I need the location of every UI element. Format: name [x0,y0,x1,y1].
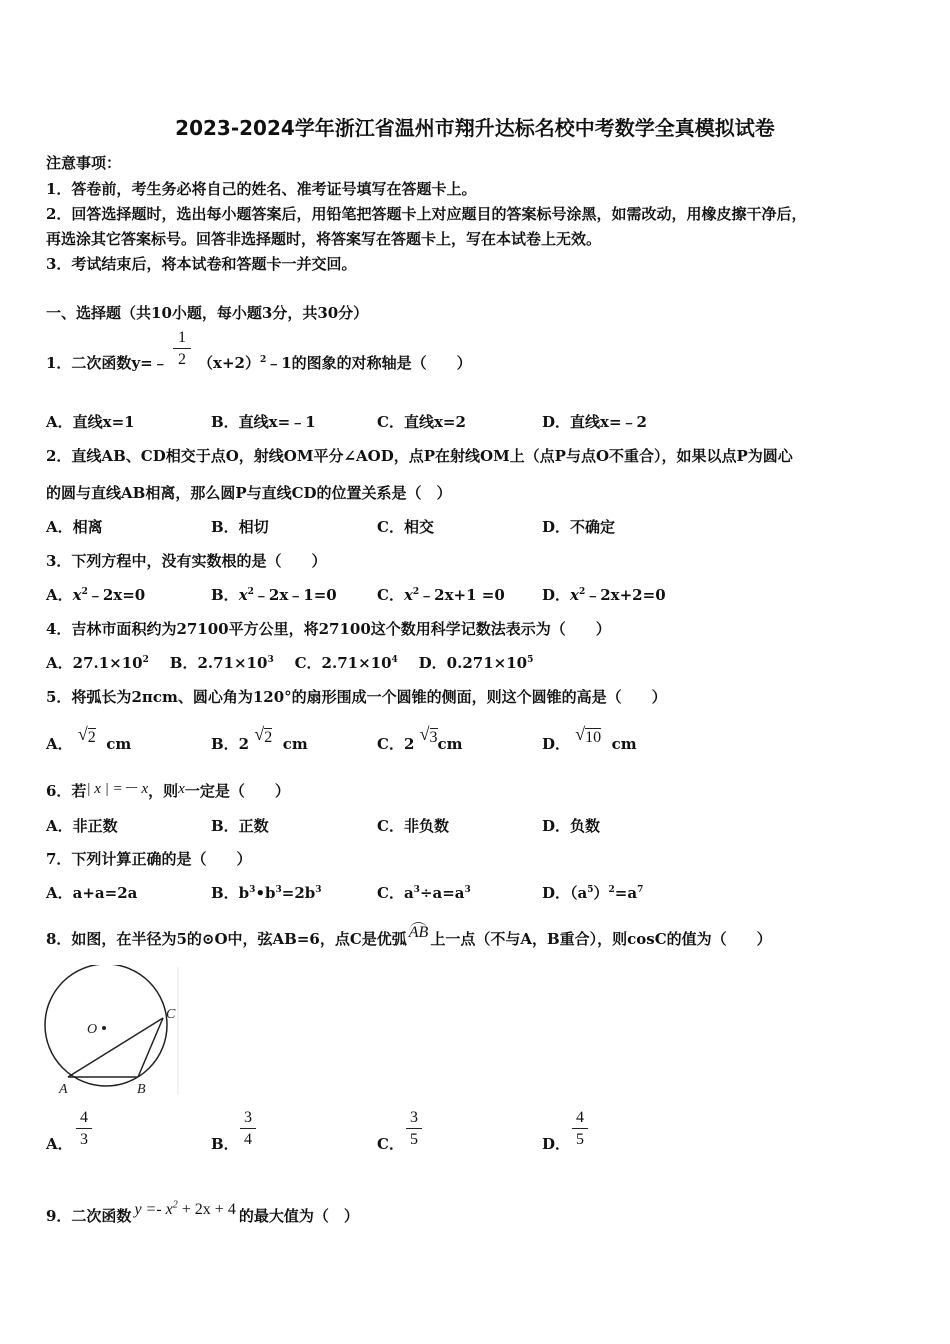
q1-option-a: A．直线x=1 [46,413,135,431]
q1-suffix-b: ﹣1的图象的对称轴是（ ） [266,354,472,372]
q9-pre: 9．二次函数 [46,1207,132,1225]
q6-stem [46,780,290,801]
q7-c-a: C．a [377,884,414,902]
q5-c-label: C．2 [377,735,415,753]
q3-a-sup: 2 [81,587,88,597]
q3-b-sup: 2 [247,587,254,597]
q3-c-label: C． [377,586,404,604]
q2-option-b: B．相切 [211,518,269,536]
q9-stem [46,1199,359,1226]
q6-option-c: C．非负数 [377,817,449,835]
q2-option-c: C．相交 [377,518,434,536]
q7-d-s3: 7 [637,885,644,895]
q3-d-rest: ﹣2x+2=0 [585,586,666,604]
q5-c-unit: cm [437,735,463,753]
q8-option-d-label: D． [542,1135,571,1153]
label-b: B [137,1082,146,1097]
q7-c-b: ÷a=a [419,884,465,902]
q6-post: 一定是（ ） [184,782,290,800]
q1-frac-den: 2 [178,351,186,368]
q4-option-d: D．0.271×10 [418,654,528,672]
q9-post: 的最大值为（ ） [238,1207,359,1225]
q5-b-radicand: 2 [264,729,273,746]
q3-a-var: x [72,586,82,604]
q7-option-b [211,882,322,903]
q3-b-rest: ﹣2x﹣1=0 [253,586,337,604]
q8-c-num: 3 [406,1108,422,1129]
q1-sup: 2 [259,355,267,365]
sqrt-icon: √ [254,724,265,744]
q8-option-a-frac [76,1108,92,1151]
q5-stem: 5．将弧长为2πcm、圆心角为120°的扇形围成一个圆锥的侧面，则这个圆锥的高是（ ） [46,688,667,706]
q4-option-b: B．2.71×10 [169,654,268,672]
q8-b-den: 4 [244,1131,252,1148]
q4-d-sup: 5 [527,655,534,665]
label-a: A [59,1082,68,1097]
q3-option-b [211,584,337,605]
q6-option-a: A．非正数 [46,817,118,835]
sqrt-icon: √ [77,724,88,744]
q5-option-c [377,724,463,754]
q1-option-d: D．直线x=﹣2 [542,413,647,431]
q6-option-b: B．正数 [211,817,269,835]
q7-b-s2: 3 [275,885,282,895]
chord-bc [138,1018,163,1077]
q2-line-2: 的圆与直线AB相离，那么圆P与直线CD的位置关系是（ ） [46,484,452,502]
q7-b-a: B．b [211,884,250,902]
q4-option-c: C．2.71×10 [294,654,392,672]
q6-mid: ，则 [148,782,179,800]
q4-stem: 4．吉林市面积约为27100平方公里，将27100这个数用科学记数法表示为（ ） [46,620,611,638]
q2-option-d: D．不确定 [542,518,616,536]
q8-option-a-label: A． [46,1135,73,1153]
q3-d-var: x [570,586,579,604]
q5-d-unit: cm [611,735,637,753]
q8-pre: 8．如图，在半径为5的⊙O中，弦AB=6，点C是优弧 [46,930,407,948]
label-o: O [87,1022,98,1037]
q5-b-unit: cm [282,735,308,753]
q3-d-label: D． [542,586,571,604]
q4-b-sup: 3 [267,655,274,665]
q3-b-label: B． [211,586,239,604]
q7-d-s2: 2 [608,885,615,895]
q8-option-c-frac [406,1108,422,1151]
q7-option-d [542,882,643,903]
q1-option-c: C．直线x=2 [377,413,466,431]
q7-option-c [377,882,471,903]
q7-option-a: A．a+a=2a [46,884,138,902]
q1-prefix: 1．二次函数y=﹣ [46,354,168,372]
q8-c-den: 5 [410,1131,418,1148]
q8-option-c-label: C． [377,1135,404,1153]
q6-abs-expr: | x | =－ x [86,781,149,797]
q8-option-b-label: B． [211,1135,239,1153]
q5-a-radicand: 2 [87,729,96,746]
q5-option-d [542,724,637,754]
q3-d-sup: 2 [578,587,586,597]
q7-d-b: ） [593,884,609,902]
sqrt-icon: √ [575,724,586,744]
q3-a-label: A． [46,586,73,604]
q4-options [46,652,533,673]
q6-option-d: D．负数 [542,817,601,835]
q8-d-den: 5 [576,1131,584,1148]
page-title: 2023-2024学年浙江省温州市翔升达标名校中考数学全真模拟试卷 [175,116,775,140]
notice-item-1: 1．答卷前，考生务必将自己的姓名、准考证号填写在答题卡上。 [46,180,477,198]
q8-b-num: 3 [240,1108,256,1129]
q6-pre: 6．若 [46,782,87,800]
q7-d-s1: 5 [587,885,594,895]
q8-d-num: 4 [572,1108,588,1129]
q1-option-b: B．直线x=﹣1 [211,413,316,431]
q9-expr-b: + 2x + 4 [177,1201,236,1218]
q3-option-d [542,584,666,605]
q1-fraction [173,328,191,371]
q3-stem: 3．下列方程中，没有实数根的是（ ） [46,552,327,570]
q3-b-var: x [238,586,248,604]
q7-b-c: =2b [281,884,316,902]
circle-o [45,965,167,1086]
q1-suffix-a: （x+2） [198,354,260,372]
q3-c-sup: 2 [412,587,420,597]
q3-a-rest: ﹣2x=0 [87,586,146,604]
q8-a-den: 3 [80,1131,88,1148]
q8-arc-ab: AB [408,924,429,941]
q7-b-b: •b [255,884,276,902]
q8-stem [46,924,772,949]
q4-a-sup: 2 [142,655,149,665]
q4-c-sup: 4 [391,655,398,665]
notice-heading: 注意事项： [46,154,122,172]
q9-expr-a: y =- x [134,1201,173,1218]
q6-var: x [178,781,185,797]
q8-circle-figure [40,965,182,1097]
q5-a-unit: cm [106,735,132,753]
q5-c-radicand: 3 [429,729,438,746]
q8-a-num: 4 [76,1108,92,1129]
notice-item-2a: 2．回答选择题时，选出每小题答案后，用铅笔把答题卡上对应题目的答案标号涂黑，如需改动，用橡皮擦干净后， [46,205,807,223]
q7-b-s3: 3 [315,885,322,895]
center-point [102,1026,106,1030]
section-heading: 一、选择题（共10小题，每小题3分，共30分） [46,304,369,322]
q7-b-s1: 3 [249,885,256,895]
q7-stem: 7．下列计算正确的是（ ） [46,850,252,868]
q4-option-a: A．27.1×10 [46,654,143,672]
notice-item-3: 3．考试结束后，将本试卷和答题卡一并交回。 [46,255,357,273]
q7-c-s1: 3 [413,885,420,895]
q8-option-d-frac [572,1108,588,1151]
q5-option-b [211,724,308,754]
q5-d-label: D． [542,735,571,753]
q3-c-var: x [403,586,413,604]
q8-option-b-frac [240,1108,256,1151]
q3-option-a [46,584,145,605]
q7-d-a: D．（a [542,884,588,902]
q3-c-rest: ﹣2x+1 =0 [419,586,505,604]
q5-d-radicand: 10 [585,729,602,746]
q1-frac-num: 1 [173,328,191,349]
label-c: C [166,1007,176,1022]
q5-option-a [46,724,132,754]
notice-item-2b: 再选涂其它答案标号。回答非选择题时，将答案写在答题卡上，写在本试卷上无效。 [46,230,602,248]
sqrt-icon: √ [419,724,430,744]
q2-line-1: 2．直线AB、CD相交于点O，射线OM平分∠AOD，点P在射线OM上（点P与点O不重合），如果以点P为圆心 [46,447,793,465]
q8-post: 上一点（不与A，B重合），则cosC的值为（ ） [430,930,772,948]
q9-expr-sup: 2 [172,1199,178,1211]
q5-b-label: B．2 [211,735,250,753]
q2-option-a: A．相离 [46,518,103,536]
q7-c-s2: 3 [464,885,471,895]
q7-d-c: =a [614,884,638,902]
q5-a-label: A． [46,735,73,753]
q9-expression [134,1201,235,1218]
q3-option-c [377,584,505,605]
